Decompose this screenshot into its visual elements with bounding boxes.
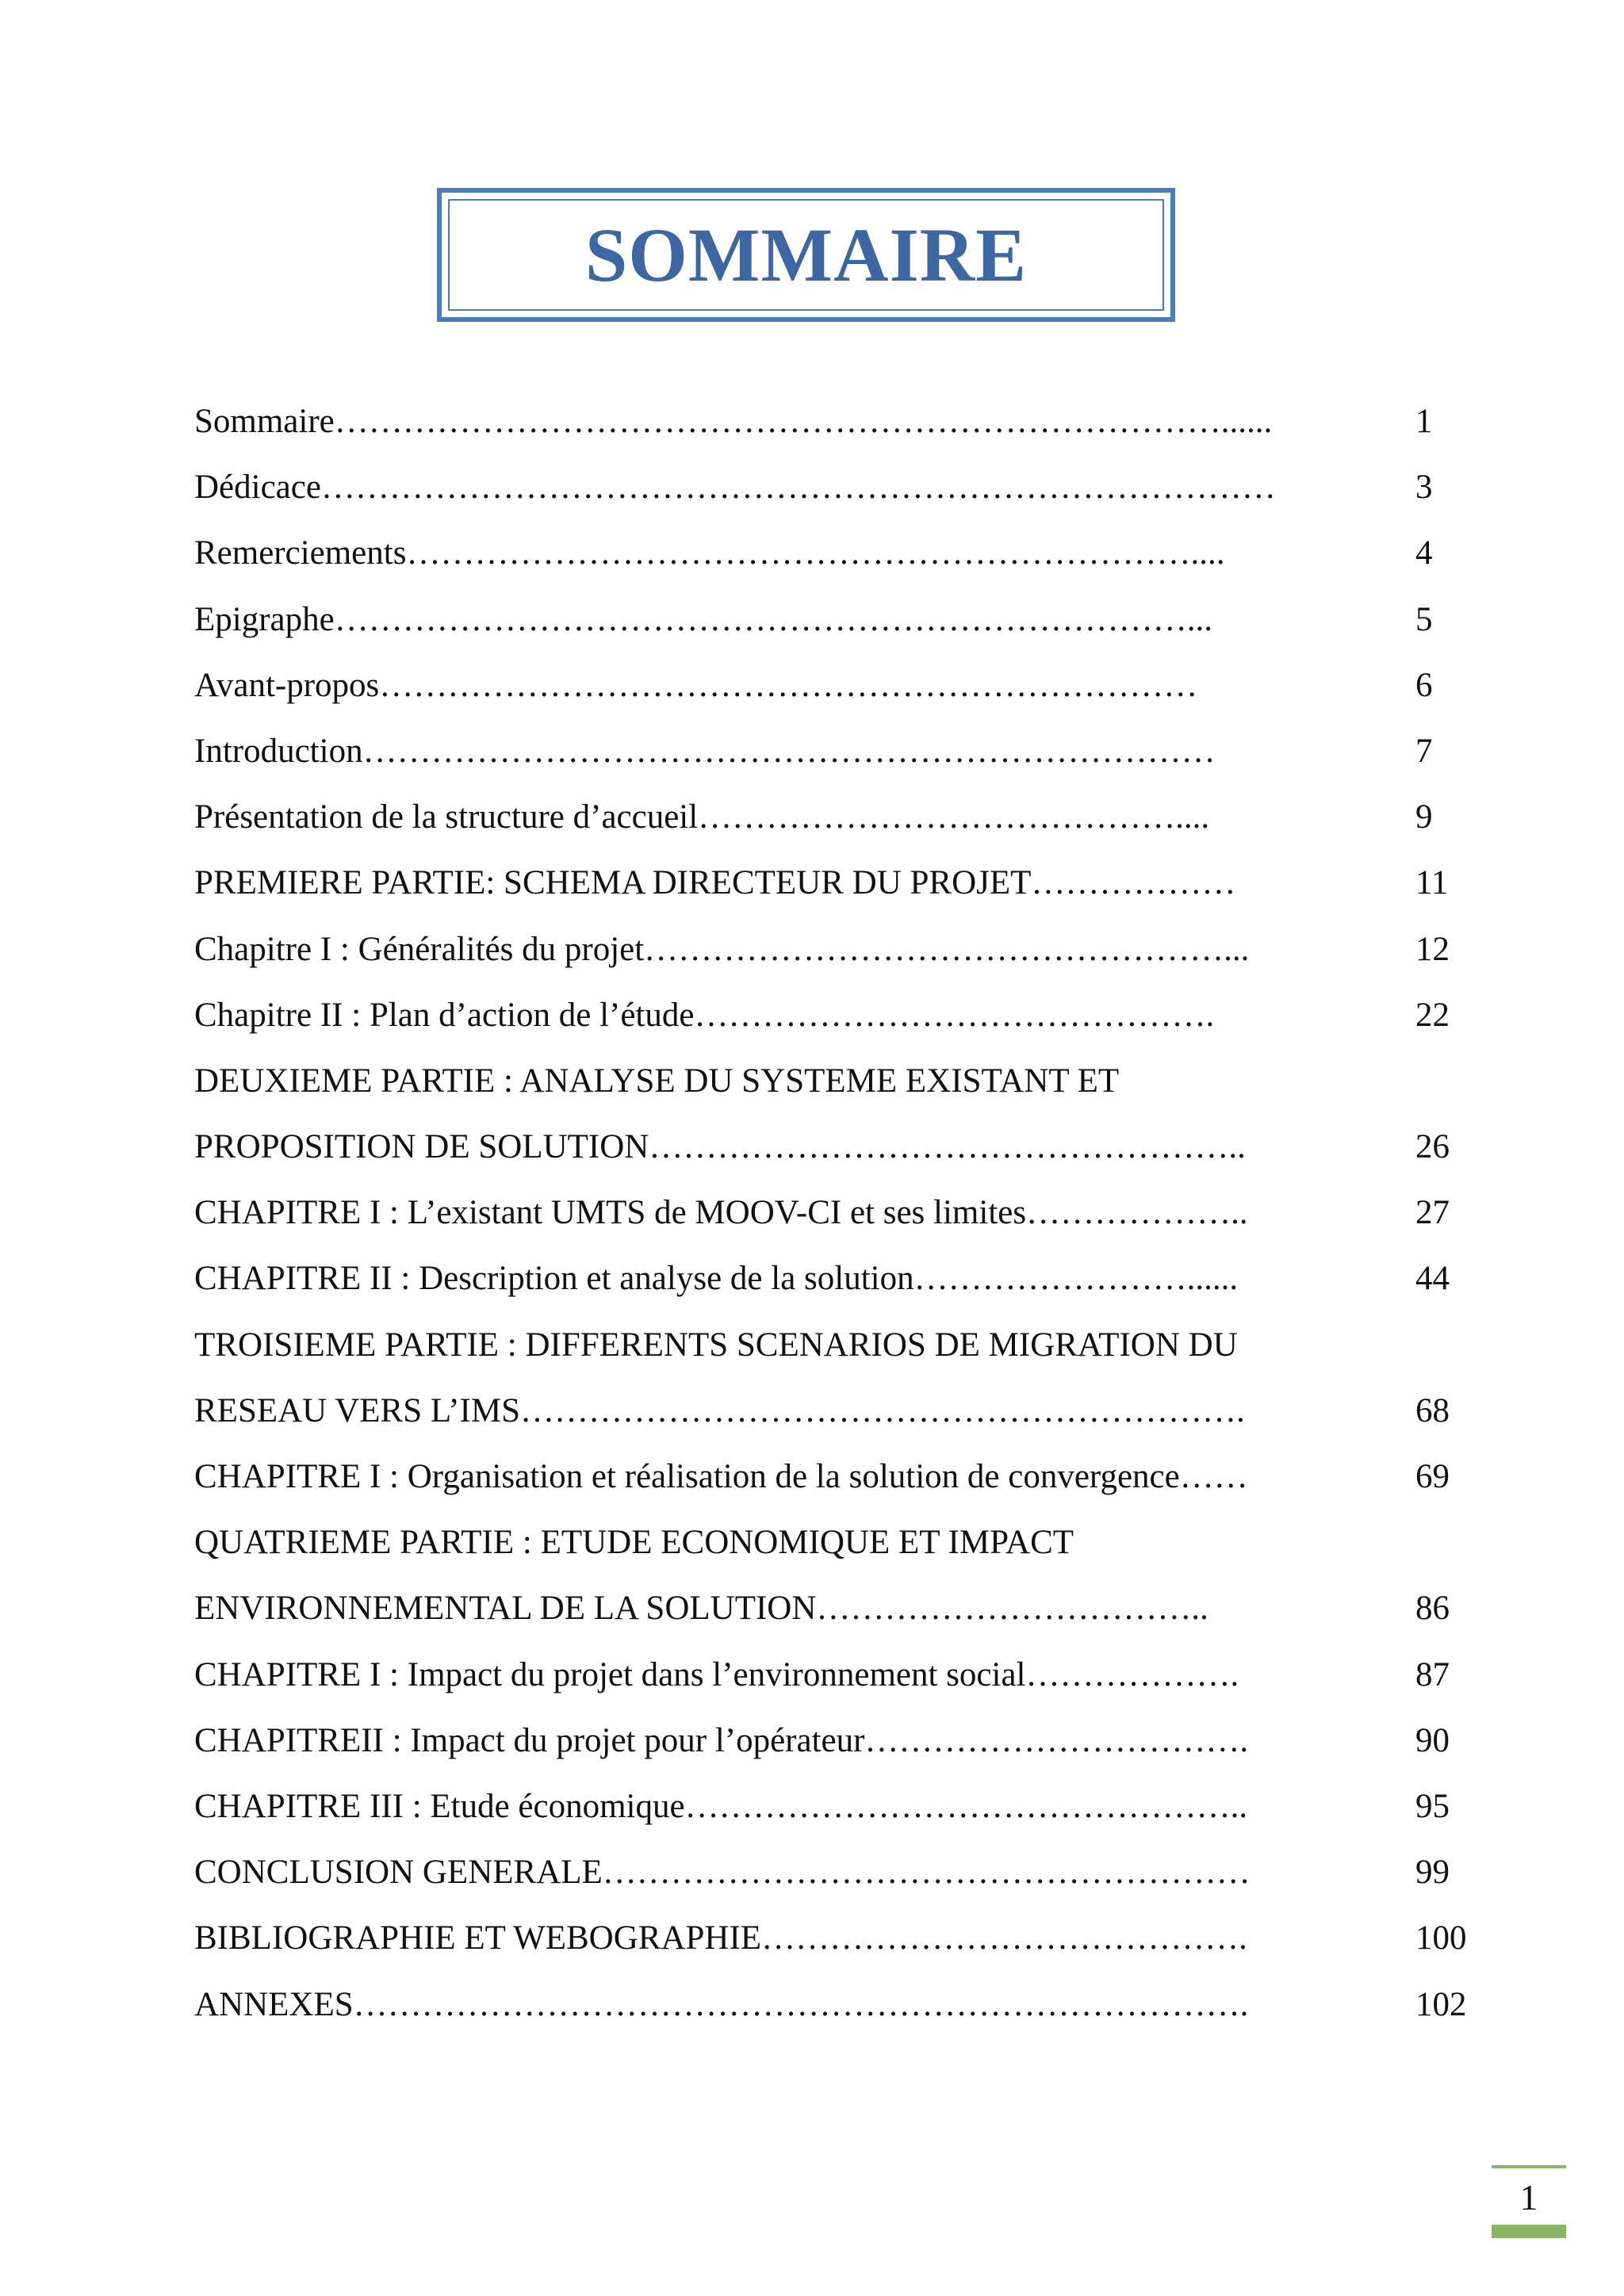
title-frame xyxy=(437,188,1175,322)
toc-entry-text: TROISIEME PARTIE : DIFFERENTS SCENARIOS DE MIGRATION DU xyxy=(194,1326,1238,1364)
toc-entry-text: PROPOSITION DE SOLUTION…………………………………………….. xyxy=(194,1128,1246,1166)
toc-entry-text: DEUXIEME PARTIE : ANALYSE DU SYSTEME EXISTANT ET xyxy=(194,1062,1120,1100)
toc-entry xyxy=(194,652,1495,718)
footer-top-rule xyxy=(1492,2165,1566,2168)
toc-page-number: 99 xyxy=(1415,1854,1450,1892)
toc-entry xyxy=(194,1048,1495,1114)
toc-entry xyxy=(194,1114,1495,1180)
toc-page-number: 86 xyxy=(1415,1590,1450,1628)
toc-page-number: 100 xyxy=(1415,1919,1467,1957)
toc-entry xyxy=(194,1575,1495,1641)
toc-page-number: 87 xyxy=(1415,1655,1450,1693)
toc-entry-text: CHAPITRE I : L’existant UMTS de MOOV-CI et ses limites……………….. xyxy=(194,1194,1248,1232)
toc-entry xyxy=(194,1312,1495,1378)
toc-entry-text: Avant-propos……………………………………………………………… xyxy=(194,666,1198,704)
title-inner-frame xyxy=(448,199,1164,311)
toc-entry xyxy=(194,587,1495,652)
toc-entry xyxy=(194,718,1495,784)
toc-entry xyxy=(194,1905,1495,1971)
toc-entry-text: CHAPITREII : Impact du projet pour l’opérateur……………………………. xyxy=(194,1721,1249,1759)
toc-entry xyxy=(194,1180,1495,1246)
toc-page-number: 4 xyxy=(1415,534,1433,572)
toc-entry xyxy=(194,1642,1495,1708)
toc-page-number: 26 xyxy=(1415,1128,1450,1166)
toc-page-number: 27 xyxy=(1415,1194,1450,1232)
toc-entry xyxy=(194,1972,1495,2038)
toc-page-number: 68 xyxy=(1415,1391,1450,1429)
toc-entry-text: Remerciements…………………………………………………………….... xyxy=(194,534,1225,572)
toc-entry-text: CHAPITRE I : Impact du projet dans l’environnement social………………. xyxy=(194,1655,1239,1693)
toc-entry-text: QUATRIEME PARTIE : ETUDE ECONOMIQUE ET IMPACT xyxy=(194,1524,1074,1562)
toc-entry-text: CHAPITRE I : Organisation et réalisation de la solution de convergence…… xyxy=(194,1458,1248,1495)
toc-page-number: 12 xyxy=(1415,930,1450,968)
table-of-contents xyxy=(194,388,1495,2038)
toc-page-number: 9 xyxy=(1415,798,1433,836)
toc-page-number: 5 xyxy=(1415,600,1433,638)
toc-entry xyxy=(194,784,1495,850)
toc-entry-text: Chapitre I : Généralités du projet……………………………………………... xyxy=(194,930,1250,968)
toc-entry xyxy=(194,982,1495,1048)
toc-entry-text: RESEAU VERS L’IMS………………………………………………………. xyxy=(194,1391,1245,1429)
toc-entry-text: ANNEXES……………………………………………………………………. xyxy=(194,1985,1249,2023)
toc-entry xyxy=(194,1246,1495,1311)
footer-page-number: 1 xyxy=(1519,2177,1538,2218)
page-title: SOMMAIRE xyxy=(584,212,1028,297)
toc-page-number: 44 xyxy=(1415,1260,1450,1298)
toc-entry-text: Epigraphe…………………………………………………………………... xyxy=(194,600,1212,638)
toc-entry-text: CHAPITRE II : Description et analyse de la solution……………………...... xyxy=(194,1260,1239,1298)
toc-entry-text: Sommaire……………………………………………………………………...... xyxy=(194,403,1273,440)
toc-page-number: 95 xyxy=(1415,1787,1450,1825)
toc-entry-text: Présentation de la structure d’accueil…………………………………….... xyxy=(194,798,1210,836)
toc-page-number: 1 xyxy=(1415,403,1433,440)
toc-entry-text: CONCLUSION GENERALE………………………………………………… xyxy=(194,1854,1251,1892)
toc-entry xyxy=(194,1510,1495,1575)
toc-page-number: 7 xyxy=(1415,732,1433,770)
toc-page-number: 3 xyxy=(1415,469,1433,507)
toc-entry-text: PREMIERE PARTIE: SCHEMA DIRECTEUR DU PROJET……………… xyxy=(194,864,1236,902)
toc-entry-text: Dédicace………………………………………………………………………… xyxy=(194,469,1276,507)
toc-entry xyxy=(194,1774,1495,1839)
toc-page-number: 6 xyxy=(1415,666,1433,704)
toc-entry-text: BIBLIOGRAPHIE ET WEBOGRAPHIE……………………………………. xyxy=(194,1919,1247,1957)
toc-entry xyxy=(194,388,1495,454)
toc-entry-text: CHAPITRE III : Etude économique………………………………………….. xyxy=(194,1787,1248,1825)
toc-entry xyxy=(194,1839,1495,1905)
toc-entry-text: ENVIRONNEMENTAL DE LA SOLUTION…………………………….. xyxy=(194,1590,1208,1628)
toc-entry xyxy=(194,1444,1495,1510)
toc-page-number: 22 xyxy=(1415,996,1450,1034)
toc-entry-text: Chapitre II : Plan d’action de l’étude………………………………………. xyxy=(194,996,1215,1034)
toc-page-number: 11 xyxy=(1415,864,1449,902)
toc-entry xyxy=(194,916,1495,982)
toc-entry xyxy=(194,454,1495,520)
toc-entry xyxy=(194,850,1495,916)
toc-entry xyxy=(194,1708,1495,1774)
toc-entry xyxy=(194,520,1495,586)
toc-page-number: 90 xyxy=(1415,1721,1450,1759)
toc-entry xyxy=(194,1378,1495,1444)
toc-page-number: 69 xyxy=(1415,1458,1450,1495)
toc-page-number: 102 xyxy=(1415,1985,1467,2023)
toc-entry-text: Introduction………………………………………………………………… xyxy=(194,732,1216,770)
footer-accent-bar xyxy=(1492,2225,1566,2238)
